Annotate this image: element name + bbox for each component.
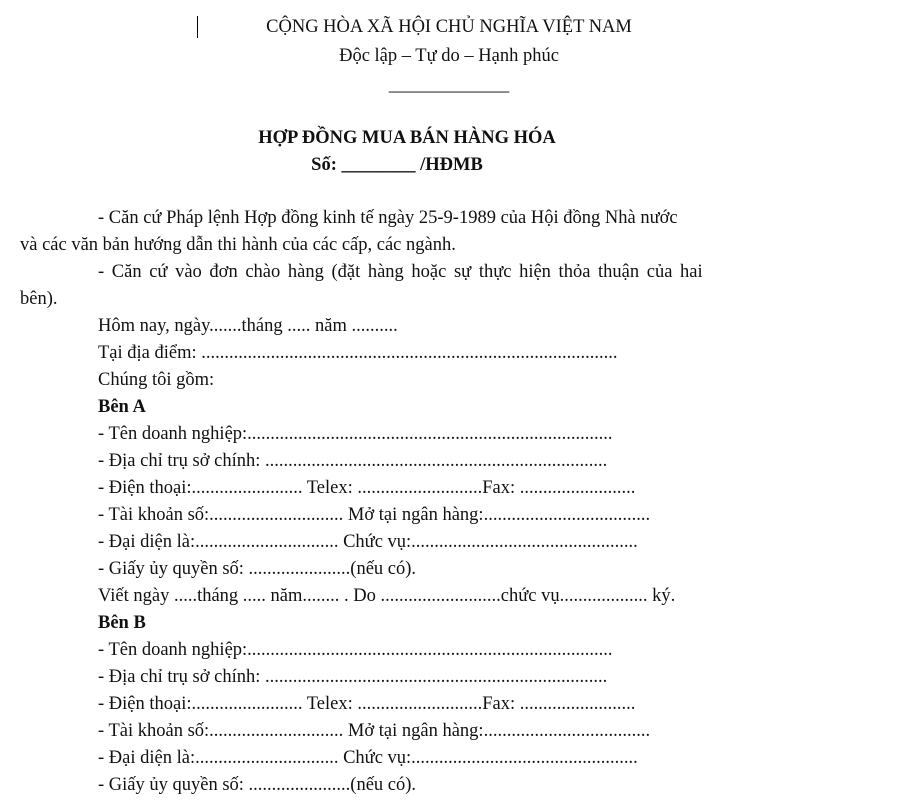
date-line: Hôm nay, ngày.......tháng ..... năm .......... <box>98 316 398 336</box>
basis-1-line-2: và các văn bản hướng dẫn thi hành của các cấp, các ngành. <box>20 235 456 255</box>
party-a-account: - Tài khoản số:............................. Mở tại ngân hàng:.................................... <box>98 505 651 525</box>
party-b-phone: - Điện thoại:........................ Telex: ...........................Fax: ......................... <box>98 694 636 714</box>
parties-intro: Chúng tôi gồm: <box>98 370 215 390</box>
contract-title: HỢP ĐỒNG MUA BÁN HÀNG HÓA <box>258 128 556 148</box>
basis-1-line-1: - Căn cứ Pháp lệnh Hợp đồng kinh tế ngày 25-9-1989 của Hội đồng Nhà nước <box>98 208 678 228</box>
place-line: Tại địa điểm: .......................................................................................... <box>98 343 618 363</box>
party-a-signed: Viết ngày .....tháng ..... năm........ . Do ..........................chức vụ................... ký. <box>98 586 676 606</box>
party-b-company: - Tên doanh nghiệp:............................................................................... <box>98 640 613 660</box>
party-b-account: - Tài khoản số:............................. Mở tại ngân hàng:.................................... <box>98 721 651 741</box>
party-a-company: - Tên doanh nghiệp:............................................................................... <box>98 424 613 444</box>
party-a-phone: - Điện thoại:........................ Telex: ...........................Fax: ......................... <box>98 478 636 498</box>
party-b-representative: - Đại diện là:............................... Chức vụ:................................................. <box>98 748 638 768</box>
header-divider: _____________ <box>388 75 510 95</box>
motto: Độc lập – Tự do – Hạnh phúc <box>339 46 559 66</box>
party-a-heading: Bên A <box>98 397 146 417</box>
party-b-address: - Địa chỉ trụ sở chính: .......................................................................... <box>98 667 608 687</box>
nation-heading: CỘNG HÒA XÃ HỘI CHỦ NGHĨA VIỆT NAM <box>266 17 632 37</box>
basis-2-line-1: - Căn cứ vào đơn chào hàng (đặt hàng hoặc sự thực hiện thỏa thuận của hai <box>98 262 703 282</box>
party-b-authorization: - Giấy ủy quyền số: ......................(nếu có). <box>98 775 417 795</box>
contract-number: Số: ________ /HĐMB <box>311 155 483 175</box>
party-b-heading: Bên B <box>98 613 146 633</box>
party-a-authorization: - Giấy ủy quyền số: ......................(nếu có). <box>98 559 417 579</box>
party-a-address: - Địa chỉ trụ sở chính: .......................................................................... <box>98 451 608 471</box>
basis-2-line-2: bên). <box>20 289 58 309</box>
party-a-representative: - Đại diện là:............................... Chức vụ:................................................. <box>98 532 638 552</box>
